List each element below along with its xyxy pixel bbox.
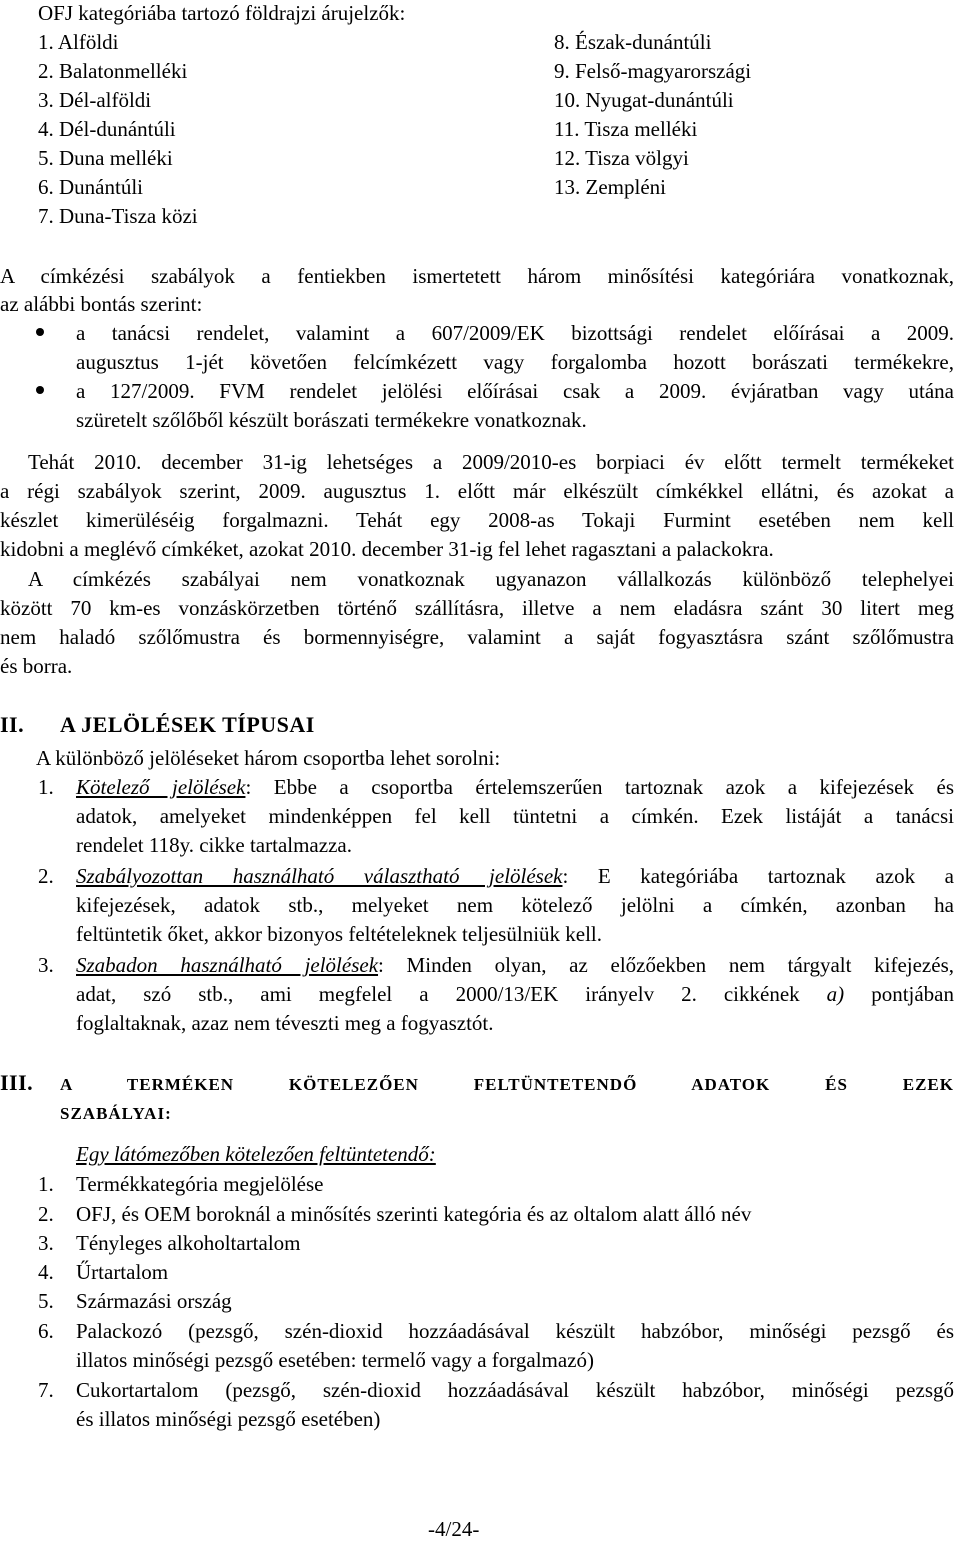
list-item-line: OFJ, és OEM boroknál a minősítés szerinti kategória és az oltalom alatt álló név [76,1202,752,1226]
paragraph-line: és borra. [0,654,73,678]
bullet-text: a tanácsi rendelet, valamint a 607/2009/EK bizottsági rendelet előírásai a 2009. [76,321,954,345]
region-item: 13. Zempléni [554,175,666,199]
list-number: 5. [38,1289,54,1313]
bullet-text: a 127/2009. FVM rendelet jelölési előírásai csak a 2009. évjáratban vagy utána [76,379,954,403]
section-number: III. [0,1070,34,1095]
region-item: 10. Nyugat-dunántúli [554,88,734,112]
list-item-line: Cukortartalom (pezsgő, szén-dioxid hozzáadásával készült habzóbor, minőségi pezsgő [76,1378,954,1402]
list-item-line: Származási ország [76,1289,232,1313]
paragraph-line: nem haladó szőlőmustra és bormennyiségre, valamint a saját fogyasztásra szánt szőlőmustra [0,625,954,649]
region-item: 4. Dél-dunántúli [38,117,176,141]
intro-line: az alábbi bontás szerint: [0,292,203,316]
list-number: 6. [38,1319,54,1343]
section-intro: A különböző jelöléseket három csoportba lehet sorolni: [36,746,501,770]
list-item-line: Tényleges alkoholtartalom [76,1231,301,1255]
paragraph-line: készlet kimerüléséig forgalmazni. Tehát egy 2008-as Tokaji Furmint esetében nem kell [0,508,954,532]
list-term: Szabályozottan használható választható jelölések [76,864,563,888]
region-item: 1. Alföldi [38,30,119,54]
list-item-line: adatok, amelyeket mindenképpen fel kell tüntetni a címkén. Ezek listáját a tanácsi [76,804,954,828]
section-title: SZABÁLYAI: [60,1104,172,1123]
paragraph-line: kidobni a meglévő címkéket, azokat 2010. december 31-ig fel lehet ragasztani a palackokra. [0,537,774,561]
section-subtitle: Egy látómezőben kötelezően feltüntetendő: [76,1142,436,1166]
paragraph-line: a régi szabályok szerint, 2009. augusztus 1. előtt már elkészült címkékkel ellátni, és azokat a [0,479,954,503]
paragraph-line: között 70 km-es vonzáskörzetben történő szállításra, illetve a nem eladásra szánt 30 litert meg [0,596,954,620]
paragraph-line: A címkézés szabályai nem vonatkoznak ugyanazon vállalkozás különböző telephelyei [28,567,954,591]
bullet-dot [36,386,44,394]
page-number: -4/24- [428,1517,480,1541]
list-number: 2. [38,864,54,888]
list-number: 1. [38,775,54,799]
list-number: 7. [38,1378,54,1402]
list-number: 3. [38,953,54,977]
list-number: 2. [38,1202,54,1226]
regions-title: OFJ kategóriába tartozó földrajzi árujelzők: [38,1,406,25]
list-term: Szabadon használható jelölések [76,953,379,977]
list-item-line: kifejezések, adatok stb., melyeket nem kötelező jelölni a címkén, azonban ha [76,893,954,917]
region-item: 11. Tisza melléki [554,117,698,141]
list-number: 1. [38,1172,54,1196]
list-item-line: rendelet 118y. cikke tartalmazza. [76,833,352,857]
intro-line: A címkézési szabályok a fentiekben ismertetett három minősítési kategóriára vonatkoznak, [0,264,954,288]
paragraph-line: Tehát 2010. december 31-ig lehetséges a 2009/2010-es borpiaci év előtt termelt termékeket [28,450,954,474]
section-title: A JELÖLÉSEK TÍPUSAI [60,712,315,737]
region-item: 9. Felső-magyarországi [554,59,752,83]
list-item-first-line: Kötelező jelölések: Ebbe a csoportba értelemszerűen tartoznak azok a kifejezések és [76,775,954,799]
bullet-dot [36,328,44,336]
list-term: Kötelező jelölések [76,775,246,799]
list-item-line: foglaltaknak, azaz nem téveszti meg a fogyasztót. [76,1011,494,1035]
list-item-line: Űrtartalom [76,1260,169,1284]
list-item-line: és illatos minőségi pezsgő esetében) [76,1407,381,1431]
list-item-line: illatos minőségi pezsgő esetében: termelő vagy a forgalmazó) [76,1348,595,1372]
list-item-line: adat, szó stb., ami megfelel a 2000/13/EK irányelv 2. cikkének a) pontjában [76,982,954,1006]
section-title: A TERMÉKEN KÖTELEZŐEN FELTÜNTETENDŐ ADATOK ÉS EZEK [60,1075,954,1094]
region-item: 7. Duna-Tisza közi [38,204,198,228]
list-item-line: Termékkategória megjelölése [76,1172,324,1196]
list-item-line: Palackozó (pezsgő, szén-dioxid hozzáadásával készült habzóbor, minőségi pezsgő és [76,1319,954,1343]
bullet-text: augusztus 1-jét követően felcímkézett vagy forgalomba hozott borászati termékekre, [76,350,954,374]
region-item: 2. Balatonmelléki [38,59,188,83]
region-item: 5. Duna melléki [38,146,173,170]
region-item: 12. Tisza völgyi [554,146,689,170]
list-number: 4. [38,1260,54,1284]
list-item-first-line: Szabályozottan használható választható jelölések: E kategóriába tartoznak azok a [76,864,954,888]
region-item: 8. Észak-dunántúli [554,30,712,54]
region-item: 3. Dél-alföldi [38,88,152,112]
list-item-line: feltüntetik őket, akkor bizonyos feltételeknek teljesülniük kell. [76,922,603,946]
list-number: 3. [38,1231,54,1255]
section-number: II. [0,712,25,737]
bullet-text: szüretelt szőlőből készült borászati termékekre vonatkoznak. [76,408,587,432]
region-item: 6. Dunántúli [38,175,143,199]
list-item-first-line: Szabadon használható jelölések: Minden olyan, az előzőekben nem tárgyalt kifejezés, [76,953,954,977]
